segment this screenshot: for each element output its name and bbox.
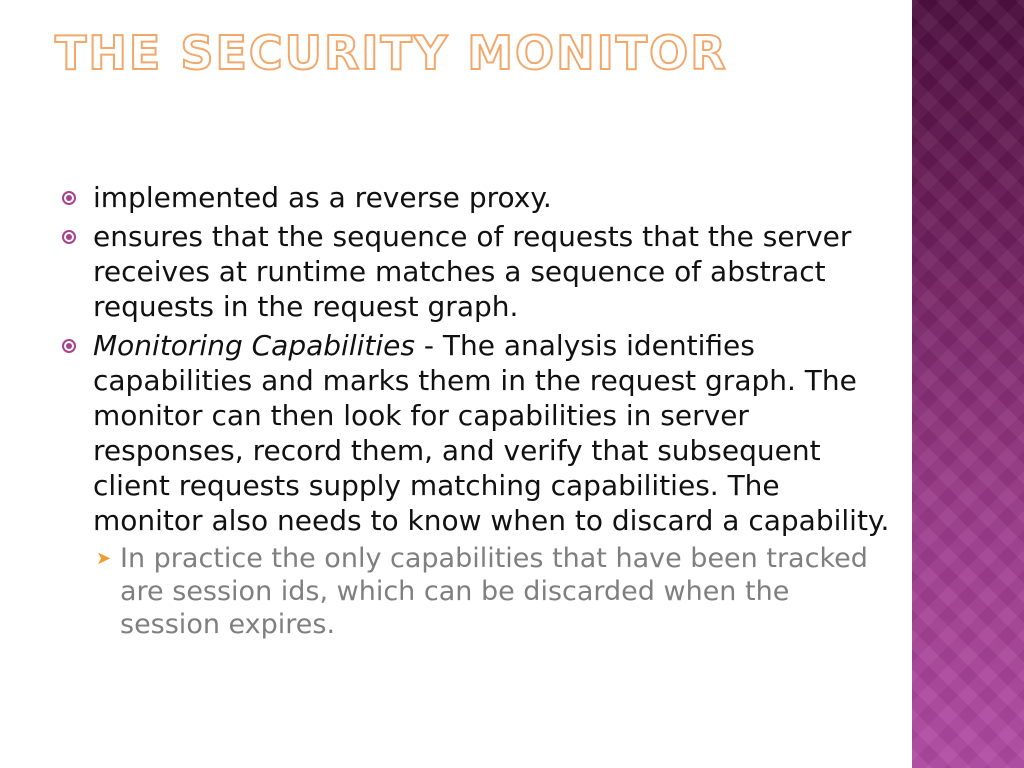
bullet-lead-term: Monitoring Capabilities (93, 329, 415, 362)
decorative-side-band (912, 0, 1024, 768)
circle-bullet-icon (62, 191, 76, 205)
bullet-text: implemented as a reverse proxy. (93, 181, 552, 214)
circle-bullet-icon (62, 339, 76, 353)
slide-title: THE SECURITY MONITOR (55, 26, 728, 80)
bullet-item (62, 328, 892, 538)
slide-body (62, 180, 892, 641)
circle-bullet-icon (62, 230, 76, 244)
sub-bullet-item (96, 542, 880, 641)
bullet-text: - The analysis identifies capabilities and marks them in the request graph. The monitor can then look for capabilities in server responses, record them, and verify that subsequent client requests supply matching capabilities. The monitor also needs to know when to discard a capability. (93, 329, 890, 537)
bullet-text: ensures that the sequence of requests that the server receives at runtime matches a sequence of abstract requests in the request graph. (93, 220, 852, 323)
bullet-item (62, 180, 892, 215)
sub-bullet-text: In practice the only capabilities that have been tracked are session ids, which can be discarded when the session expires. (120, 543, 868, 640)
bullet-item (62, 219, 892, 324)
arrowhead-bullet-icon: ➤ (96, 548, 112, 569)
